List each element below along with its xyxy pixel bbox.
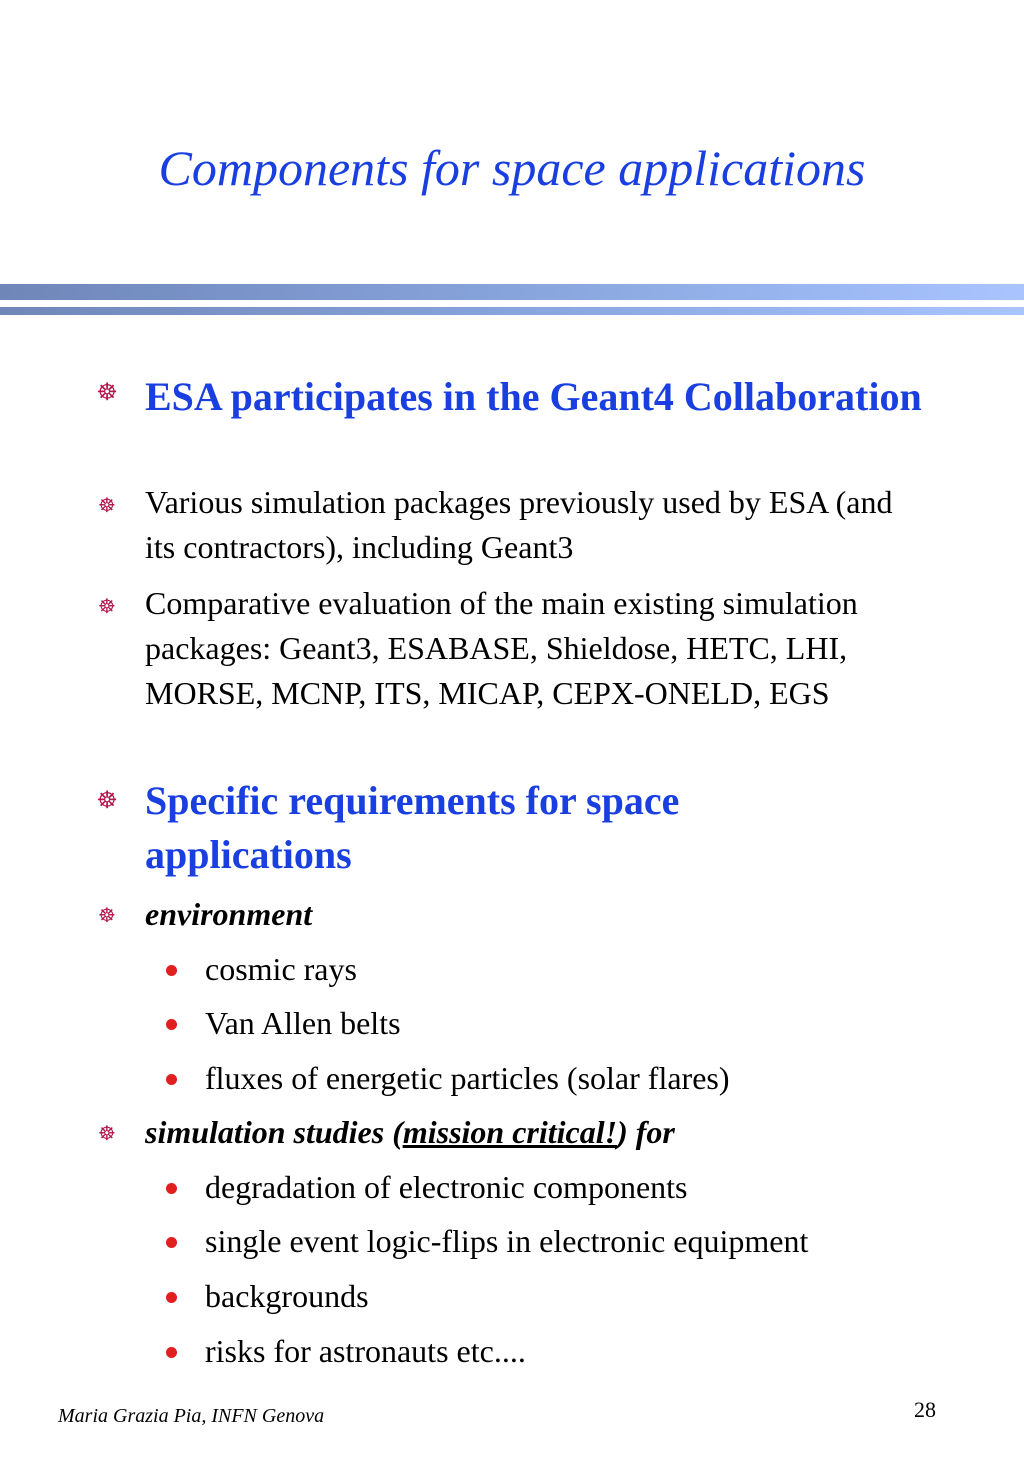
simulation-emphasis: mission critical! xyxy=(402,1114,618,1150)
dharma-wheel-icon: ☸ xyxy=(98,596,116,618)
simulation-prefix: simulation studies xyxy=(145,1114,393,1150)
bullet-comparative-text: Comparative evaluation of the main existing simulation packages: Geant3, ESABASE, Shieldose, HETC, LHI, MORSE, MCNP, ITS, MICAP, CEPX-ONELD, EGS xyxy=(145,585,858,711)
red-dot-icon xyxy=(166,1292,177,1303)
header-divider-thin xyxy=(0,307,1024,315)
dharma-wheel-icon: ☸ xyxy=(96,788,118,814)
bullet-various-text: Various simulation packages previously used by ESA (and its contractors), including Geant3 xyxy=(145,484,893,565)
red-dot-icon xyxy=(166,965,177,976)
red-dot-icon xyxy=(166,1237,177,1248)
bullet-environment-text: environment xyxy=(145,896,313,932)
red-dot-icon xyxy=(166,1183,177,1194)
slide-title: Components for space applications xyxy=(158,140,866,196)
footer-author: Maria Grazia Pia, INFN Genova xyxy=(58,1405,325,1427)
sub-item-text: fluxes of energetic particles (solar flares) xyxy=(205,1060,730,1096)
red-dot-icon xyxy=(166,1019,177,1030)
header-divider-thick xyxy=(0,284,1024,300)
sub-item-text: single event logic-flips in electronic equipment xyxy=(205,1223,809,1259)
bullet-simulation-text xyxy=(145,1110,1005,1155)
sub-item-text: degradation of electronic components xyxy=(205,1169,688,1205)
sub-item-text: backgrounds xyxy=(205,1278,369,1314)
dharma-wheel-icon: ☸ xyxy=(98,495,116,517)
bullet-esa-text: ESA participates in the Geant4 Collaboration xyxy=(145,374,922,419)
dharma-wheel-icon: ☸ xyxy=(98,1123,116,1145)
dharma-wheel-icon: ☸ xyxy=(96,380,118,406)
bullet-specific-text: Specific requirements for space applications xyxy=(145,778,680,877)
sub-item-text: cosmic rays xyxy=(205,951,357,987)
simulation-open-paren: ( xyxy=(392,1114,403,1150)
sub-item-text: risks for astronauts etc.... xyxy=(205,1333,526,1369)
page-number: 28 xyxy=(914,1397,936,1422)
red-dot-icon xyxy=(166,1074,177,1085)
simulation-suffix: for xyxy=(627,1114,675,1150)
sub-item-text: Van Allen belts xyxy=(205,1005,401,1041)
dharma-wheel-icon: ☸ xyxy=(98,905,116,927)
red-dot-icon xyxy=(166,1347,177,1358)
simulation-close-paren: ) xyxy=(617,1114,628,1150)
